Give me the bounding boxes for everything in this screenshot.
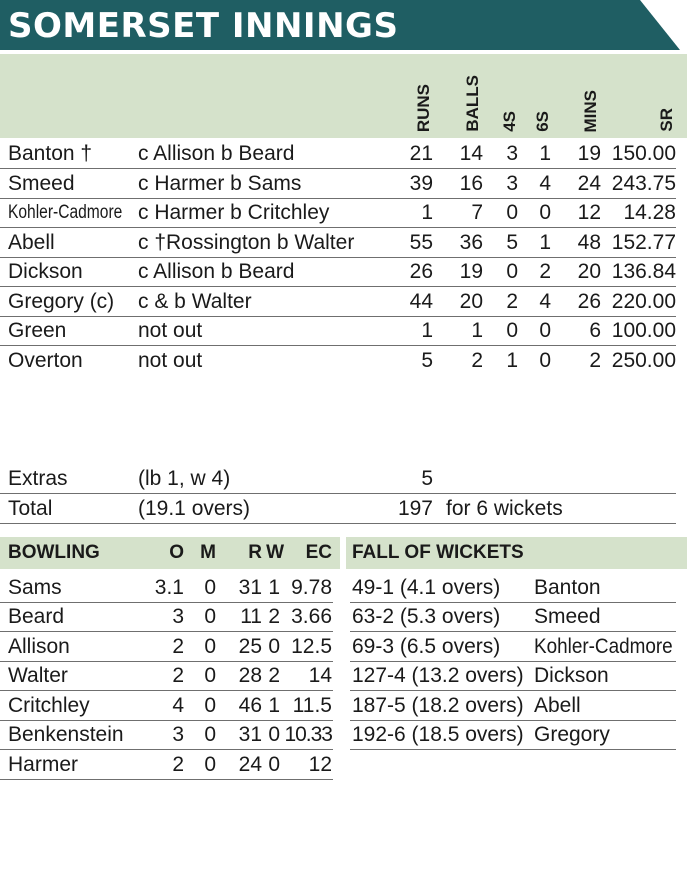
bowling-header-ec: EC [305,542,332,563]
bowler-name: Allison [8,635,70,658]
bowler-name: Critchley [8,694,90,717]
bowler-economy: 3.66 [291,605,332,628]
batsman-fours: 0 [506,260,518,283]
bowling-header [0,537,340,569]
batsman-name: Abell [8,231,55,254]
fow-batsman: Abell [534,694,581,717]
batsman-fours: 2 [506,290,518,313]
batsman-row [0,169,676,199]
header-balls: BALLS [463,75,482,132]
fow-batsman: Banton [534,576,601,599]
bowler-row [0,691,333,721]
bowler-wickets: 0 [268,753,280,776]
bowler-name: Sams [8,576,62,599]
bowler-maidens: 0 [204,576,216,599]
bowler-wickets: 0 [268,723,280,746]
bowler-overs: 3 [172,723,184,746]
batsman-mins: 26 [577,290,601,313]
extras-value: 5 [421,467,433,490]
bowler-row [0,632,333,662]
header-fours: 4S [500,111,519,132]
batsman-sixes: 1 [539,231,551,254]
batsman-sixes: 0 [539,201,551,224]
batsman-balls: 20 [459,290,483,313]
bowler-economy: 12 [308,753,332,776]
batsman-balls: 36 [459,231,483,254]
bowler-overs: 3 [172,605,184,628]
batsman-mins: 6 [589,319,601,342]
fow-header [346,537,687,569]
batsman-balls: 19 [459,260,483,283]
fow-row [350,632,676,662]
batsman-runs: 26 [409,260,433,283]
batsman-mins: 19 [577,142,601,165]
batsman-sixes: 4 [539,172,551,195]
batsman-runs: 44 [409,290,433,313]
batsman-balls: 2 [471,349,483,372]
fow-row [350,573,676,603]
bowling-header-r: R [248,542,262,563]
total-row [0,494,676,524]
batsman-fours: 0 [506,201,518,224]
fow-batsman: Smeed [534,605,601,628]
header-mins: MINS [581,89,600,132]
batsman-sr: 152.77 [611,231,676,254]
batsman-row [0,316,676,346]
batsman-mins: 48 [577,231,601,254]
title-banner [0,0,694,54]
batsman-row [0,228,676,258]
bowler-runs: 25 [238,635,262,658]
batsman-dismissal: c Allison b Beard [138,260,295,283]
batsman-name: Banton † [8,142,93,165]
fow-score: 127-4 (13.2 overs) [352,664,524,687]
bowler-overs: 2 [172,664,184,687]
fow-title: FALL OF WICKETS [352,542,524,563]
total-wickets: for 6 wickets [446,497,563,520]
fow-score: 192-6 (18.5 overs) [352,723,524,746]
bowling-header-o: O [169,542,184,563]
bowler-row [0,720,333,750]
header-runs: RUNS [414,83,433,132]
batsman-sixes: 4 [539,290,551,313]
batsman-name: Dickson [8,260,83,283]
batsman-mins: 12 [577,201,601,224]
bowler-maidens: 0 [204,753,216,776]
bowler-name: Walter [8,664,68,687]
bowler-maidens: 0 [204,605,216,628]
batsman-name: Overton [8,349,83,372]
header-sr: SR [657,108,676,132]
batsman-sr: 150.00 [611,142,676,165]
bowler-maidens: 0 [204,635,216,658]
batsman-name: Smeed [8,172,75,195]
bowler-economy: 14 [308,664,332,687]
total-detail: (19.1 overs) [138,497,251,520]
batsman-sixes: 1 [539,142,551,165]
fow-row [350,720,676,750]
batsman-balls: 7 [471,201,483,224]
bowler-overs: 2 [172,635,184,658]
bowler-row [0,661,333,691]
batsman-dismissal: not out [138,319,203,342]
fow-batsman: Gregory [534,723,610,746]
bowler-row [0,750,333,780]
batsman-dismissal: c & b Walter [138,290,252,313]
bowler-economy: 9.78 [291,576,332,599]
bowler-runs: 11 [240,605,262,628]
bowler-overs: 4 [172,694,184,717]
batsman-dismissal: not out [138,349,203,372]
extras-row [0,464,676,494]
batsman-balls: 1 [471,319,483,342]
batsman-runs: 1 [421,201,433,224]
batsman-dismissal: c †Rossington b Walter [138,231,355,254]
batsman-fours: 3 [506,172,518,195]
batsman-sr: 250.00 [611,349,676,372]
batsman-dismissal: c Allison b Beard [138,142,295,165]
bowler-name: Benkenstein [8,723,124,746]
batsman-sixes: 0 [539,319,551,342]
fow-score: 69-3 (6.5 overs) [352,635,501,658]
fow-batsman: Dickson [534,664,609,687]
page-title: SOMERSET INNINGS [8,6,399,46]
bowler-economy: 11.5 [292,694,332,717]
batsman-runs: 55 [409,231,433,254]
bowler-runs: 24 [238,753,262,776]
batsman-runs: 5 [421,349,433,372]
batsman-dismissal: c Harmer b Critchley [138,201,330,224]
batsman-runs: 39 [409,172,433,195]
bowler-maidens: 0 [204,664,216,687]
bowler-runs: 28 [238,664,262,687]
batsman-fours: 5 [506,231,518,254]
bowler-runs: 31 [238,576,262,599]
batsman-mins: 20 [577,260,601,283]
batsman-row [0,346,676,375]
fow-row [350,691,676,721]
batsman-name: Green [8,319,67,342]
batsman-row [0,139,676,169]
batsman-sr: 14.28 [623,201,676,224]
bowler-row [0,573,333,603]
batsman-runs: 21 [409,142,433,165]
bowler-economy: 10.33 [284,723,332,746]
batsman-fours: 0 [506,319,518,342]
fow-score: 49-1 (4.1 overs) [352,576,501,599]
extras-detail: (lb 1, w 4) [138,467,231,490]
batsman-sr: 136.84 [611,260,676,283]
batsman-runs: 1 [421,319,433,342]
fow-score: 63-2 (5.3 overs) [352,605,501,628]
bowler-maidens: 0 [204,694,216,717]
batsman-name: Kohler-Cadmore [8,202,123,223]
batsman-dismissal: c Harmer b Sams [138,172,302,195]
bowling-header-m: M [200,542,216,563]
batsman-sr: 243.75 [611,172,676,195]
batsman-balls: 14 [459,142,483,165]
bowler-overs: 2 [172,753,184,776]
bowler-wickets: 2 [268,605,280,628]
total-value: 197 [397,497,433,520]
batsman-sr: 100.00 [611,319,676,342]
bowler-wickets: 2 [268,664,280,687]
fow-score: 187-5 (18.2 overs) [352,694,524,717]
batting-header-band [0,54,687,138]
bowler-runs: 46 [238,694,262,717]
bowling-header-w: W [266,542,284,563]
batsman-sr: 220.00 [611,290,676,313]
batsman-fours: 1 [506,349,518,372]
bowler-economy: 12.5 [291,635,332,658]
extras-label: Extras [8,467,68,490]
bowler-runs: 31 [238,723,262,746]
bowler-overs: 3.1 [154,576,184,599]
fow-row [350,602,676,632]
batsman-row [0,257,676,287]
batsman-sixes: 2 [539,260,551,283]
bowler-name: Beard [8,605,65,628]
batsman-mins: 2 [589,349,601,372]
batsman-mins: 24 [577,172,601,195]
bowler-name: Harmer [8,753,79,776]
fow-batsman: Kohler-Cadmore [534,635,673,658]
bowler-row [0,602,333,632]
total-label: Total [8,497,53,520]
bowler-wickets: 0 [268,635,280,658]
batsman-fours: 3 [506,142,518,165]
batsman-sixes: 0 [539,349,551,372]
batsman-balls: 16 [459,172,483,195]
batsman-name: Gregory (c) [8,290,115,313]
bowler-wickets: 1 [268,694,280,717]
batsman-row [0,287,676,317]
header-sixes: 6S [533,111,552,132]
bowling-title: BOWLING [8,542,100,563]
fow-row [350,661,676,691]
batsman-row [0,198,676,228]
bowler-maidens: 0 [204,723,216,746]
bowler-wickets: 1 [268,576,280,599]
